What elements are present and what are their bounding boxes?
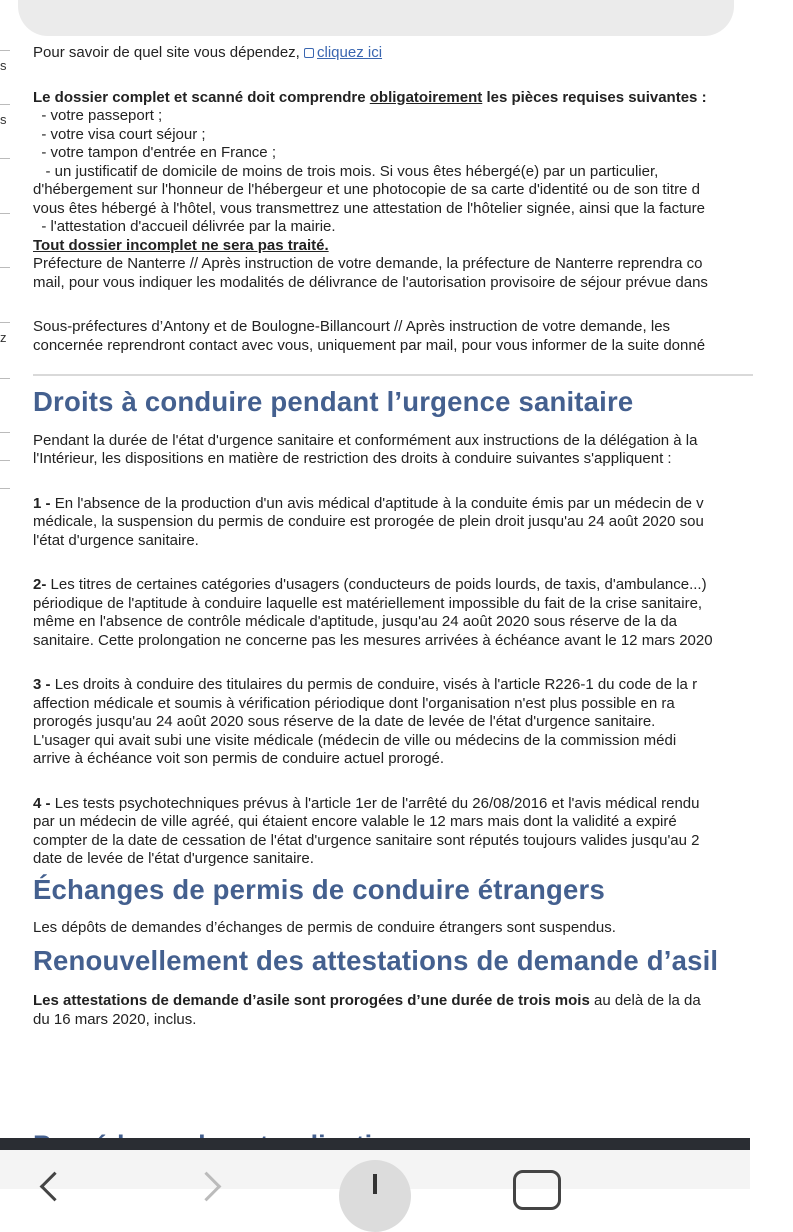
back-arrow-icon[interactable] — [40, 1172, 70, 1202]
asile-text: du 16 mars 2020, inclus. — [33, 1010, 197, 1028]
paragraph-line: par un médecin de ville agréé, qui étaient encore valable le 12 mars mais dont la validité a expiré — [33, 813, 677, 830]
list-item: - l'attestation d'accueil délivrée par la mairie. — [33, 218, 336, 235]
sidebar-char: s — [0, 112, 7, 127]
paragraph-line: l'état d'urgence sanitaire. — [33, 531, 199, 549]
nanterre-text: Préfecture de Nanterre // Après instruction de votre demande, la préfecture de Nanterre reprendra co — [33, 255, 703, 272]
external-link-icon — [304, 48, 314, 58]
sidebar-divider — [0, 50, 10, 51]
click-here-link[interactable]: cliquez ici — [317, 44, 383, 61]
sidebar-divider — [0, 460, 10, 461]
paragraph-line: même en l'absence de contrôle médicale d'aptitude, jusqu'au 24 août 2020 sous réserve de la da — [33, 613, 678, 630]
list-item: - votre passeport ; — [33, 107, 163, 124]
sidebar-divider — [0, 158, 10, 159]
sidebar-divider — [0, 432, 10, 433]
sidebar-char: z — [0, 330, 7, 345]
address-bar[interactable] — [18, 0, 734, 36]
list-item: - un justificatif de domicile de moins de trois mois. Si vous êtes hébergé(e) par un particulier, — [33, 162, 659, 180]
section-title-asile: Renouvellement des attestations de demande d’asil — [33, 944, 719, 976]
droits-intro: l'Intérieur, les dispositions en matière de restriction des droits à conduire suivantes s'appliquent : — [33, 450, 672, 467]
sidebar-divider — [0, 488, 10, 489]
paragraph-line: prorogés jusqu'au 24 août 2020 sous réserve de la date de levée de l'état d'urgence sanitaire. — [33, 713, 656, 730]
nanterre-text: mail, pour vous indiquer les modalités de délivrance de l'autorisation provisoire de séjour prévue dans — [33, 273, 708, 291]
echanges-text: Les dépôts de demandes d’échanges de permis de conduire étrangers sont suspendus. — [33, 919, 616, 936]
paragraph-line: affection médicale et soumis à vérification périodique dont l'organisation n'est plus possible en ra — [33, 694, 675, 712]
paragraph-line: L'usager qui avait subi une visite médicale (médecin de ville ou médecins de la commission médi — [33, 731, 677, 749]
sidebar-divider — [0, 378, 10, 379]
asile-text: Les attestations de demande d’asile sont prorogées d’une durée de trois mois au delà de la da — [33, 992, 701, 1009]
sidebar-divider — [0, 104, 10, 105]
forward-arrow-icon[interactable] — [192, 1172, 222, 1202]
section-title-droits: Droits à conduire pendant l’urgence sanitaire — [33, 386, 634, 417]
new-tab-icon[interactable] — [339, 1160, 411, 1232]
paragraph-line: périodique de l'aptitude à conduire laquelle est matériellement impossible du fait de la crise sanitaire, — [33, 594, 703, 612]
droits-paragraph-4: 4 - Les tests psychotechniques prévus à l'article 1er de l'arrêté du 26/08/2016 et l'avis médical rendu — [33, 794, 700, 812]
tabs-overview-icon[interactable] — [513, 1170, 561, 1210]
paragraph-line: arrive à échéance voit son permis de conduire actuel prorogé. — [33, 750, 445, 767]
antony-text: Sous-préfectures d’Antony et de Boulogne-Billancourt // Après instruction de votre demande, les — [33, 318, 671, 335]
paragraph-line: médicale, la suspension du permis de conduire est prorogée de plein droit jusqu'au 24 août 2020 sou — [33, 513, 704, 530]
droits-intro: Pendant la durée de l'état d'urgence sanitaire et conformément aux instructions de la délégation à la — [33, 431, 698, 449]
article-content — [33, 44, 793, 1029]
browser-bottom-bar — [0, 1150, 750, 1189]
section-title-echanges: Échanges de permis de conduire étrangers — [33, 873, 605, 905]
list-item: vous êtes hébergé à l'hôtel, vous transmettrez une attestation de l'hôtelier signée, ainsi que la facture — [33, 199, 705, 217]
sidebar-divider — [0, 322, 10, 323]
list-item: - votre visa court séjour ; — [33, 125, 206, 143]
list-item: d'hébergement sur l'honneur de l'hébergeur et une photocopie de sa carte d'identité ou de son titre d — [33, 181, 700, 198]
section-title-cut — [33, 1130, 405, 1138]
sidebar-char: s — [0, 58, 7, 73]
site-info-line: Pour savoir de quel site vous dépendez, cliquez ici — [33, 44, 383, 61]
paragraph-line: sanitaire. Cette prolongation ne concerne pas les mesures arrivées à échéance avant le 12 mars 2020 — [33, 631, 713, 649]
antony-text: concernée reprendront contact avec vous, uniquement par mail, pour vous informer de la suite donné — [33, 336, 706, 354]
droits-paragraph-2: 2- Les titres de certaines catégories d'usagers (conducteurs de poids lourds, de taxis, d'ambulance...) — [33, 576, 707, 593]
droits-paragraph-1: 1 - En l'absence de la production d'un avis médical d'aptitude à la conduite émis par un médecin de v — [33, 494, 704, 512]
toolbar-shadow — [0, 1138, 750, 1150]
list-item: - votre tampon d'entrée en France ; — [33, 144, 276, 161]
paragraph-line: compter de la date de cessation de l'état d'urgence sanitaire sont réputés toujours valides jusqu'au 2 — [33, 831, 700, 849]
droits-paragraph-3: 3 - Les droits à conduire des titulaires du permis de conduire, visés à l'article R226-1 du code de la r — [33, 676, 698, 693]
dossier-lead: Le dossier complet et scanné doit comprendre obligatoirement les pièces requises suivantes : — [33, 88, 707, 106]
sidebar-divider — [0, 267, 10, 268]
paragraph-line: date de levée de l'état d'urgence sanitaire. — [33, 850, 314, 867]
incomplete-warning: Tout dossier incomplet ne sera pas traité. — [33, 236, 329, 254]
sidebar-divider — [0, 213, 10, 214]
